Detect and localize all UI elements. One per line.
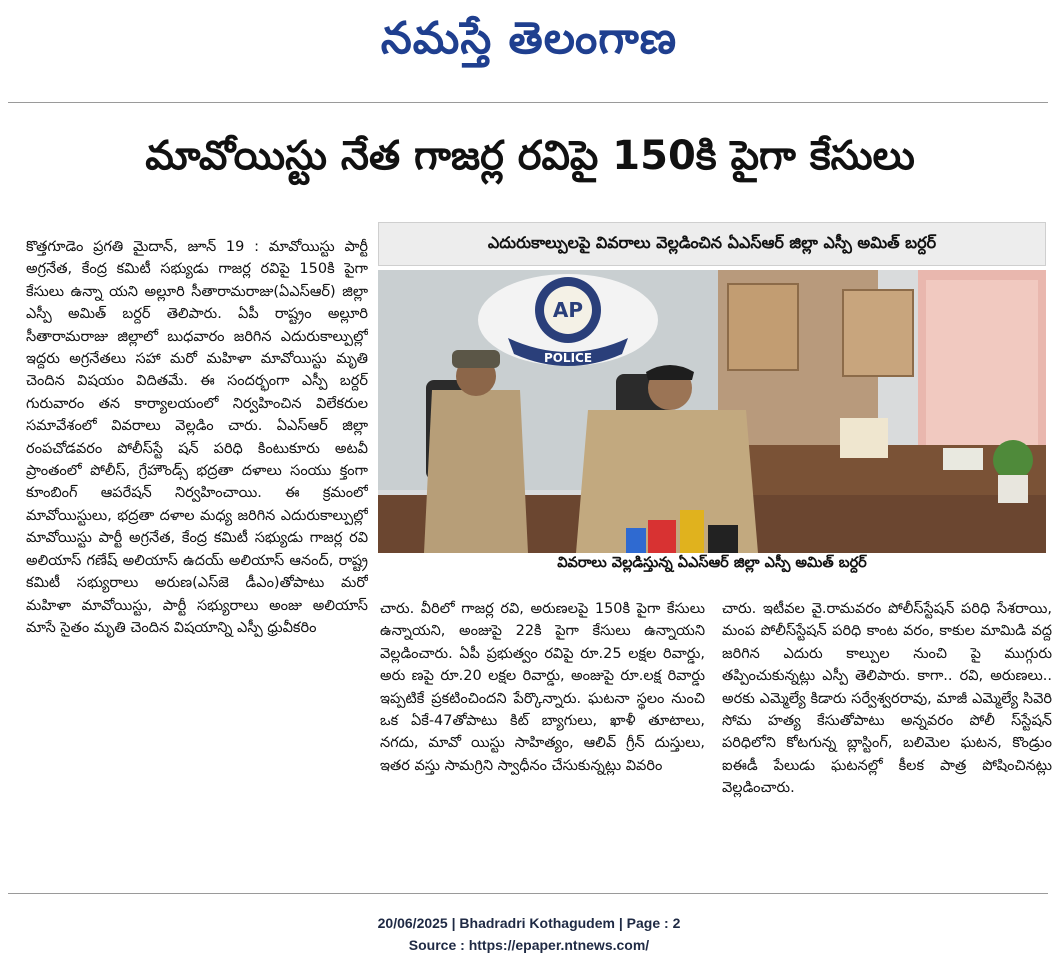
photo-illustration: [378, 270, 1046, 553]
article-column-2: [380, 598, 705, 878]
article-column-3: [722, 598, 1052, 878]
press-meet-photo: [378, 270, 1046, 553]
footer-date-line: 20/06/2025 | Bhadradri Kothagudem | Page : 2: [377, 915, 681, 931]
article-column-1: [26, 236, 368, 876]
masthead: [0, 0, 1058, 88]
masthead-divider: [8, 102, 1048, 103]
article-text-3: చారు. ఇటీవల వై.రామవరం పోలీస్‌స్టేషన్ పరిధి సేశరాయి, మంప పోలీస్‌స్టేషన్ పరిధి కాంట వరం, కాకుల మామిడి వద్ద జరిగిన ఎదురు కాల్పుల నుంచి పై ముగ్గురు తప్పించుకున్నట్లు ఎస్పీ తెలిపారు. కాగా.. రవి, అరుణలు.. అరకు ఎమ్మెల్యే కిడారు సర్వేశ్వరరావు, మాజీ ఎమ్మెల్యే సివెరి సోమ హత్య కేసుతోపాటు అన్నవరం పోలీ స్‌స్టేషన్ పరిధిలోని కోటగున్న బ్లాస్టింగ్, బలిమెల ఘటన, కొండ్రుం ఐఈడీ పేలుడు ఘటనల్లో కీలక పాత్ర పోషించినట్లు వెల్లడించారు.: [722, 601, 1052, 797]
article-text-2: చారు. వీరిలో గాజర్ల రవి, అరుణలపై 150కి పైగా కేసులు ఉన్నాయని, అంజుపై 22కి పైగా కేసులు ఉన్నాయని వెల్లడించారు. ఏపీ ప్రభుత్వం రవిపై రూ.25 లక్షల రివార్డు, అరు ణపై రూ.20 లక్షల రివార్డు, అంజుపై రూ.లక్ష రివార్డు ఇప్పటికే ప్రకటించిందని పేర్కొన్నారు. ఘటనా స్థలం నుంచి ఒక ఏకే-47తోపాటు కిట్ బ్యాగులు, ఖాళీ తూటాలు, నగదు, మావో యిస్టు సాహిత్యం, ఆలివ్ గ్రీన్ దుస్తులు, ఇతర వస్తు సామగ్రిని స్వాధీనం చేసుకున్నట్లు వివరిం: [380, 601, 705, 774]
svg-text:POLICE: POLICE: [543, 351, 593, 365]
photo-caption: వివరాలు వెల్లడిస్తున్న ఏఎస్‌ఆర్ జిల్లా ఎస్పీ అమిత్ బర్దర్: [557, 555, 867, 571]
masthead-title: నమస్తే తెలంగాణ: [380, 13, 678, 64]
article-text-1: కొత్తగూడెం ప్రగతి మైదాన్, జూన్ 19 : మావోయిస్టు పార్టీ అగ్రనేత, కేంద్ర కమిటీ సభ్యుడు గాజర్ల రవిపై 150కి పైగా కేసులు ఉన్నా యని అల్లూరి సీతారామరాజు(ఏఎస్‌ఆర్) జిల్లా ఎస్పీ అమిత్ బర్దర్ తెలిపారు. ఏపీ రాష్ట్రం అల్లూరి సీతారామరాజు జిల్లాలో బుధవారం జరిగిన ఎదురుకాల్పుల్లో ఇద్దరు అగ్రనేతలు సహా మరో మహిళా మావోయిస్టు మృతి చెందిన విషయం విదితమే. ఈ సందర్భంగా ఎస్పీ బర్దర్ గురువారం తన కార్యాలయంలో నిర్వహించిన విలేకరుల సమావేశంలో వివరాలు వెల్లడిం చారు. ఏఎస్‌ఆర్ జిల్లా రంపచోడవరం పోలీస్‌స్టే షన్ పరిధి కింటుకూరు అటవీ ప్రాంతంలో పోలీస్, గ్రేహౌండ్స్ భద్రతా దళాలు సంయు క్తంగా కూంబింగ్ ఆపరేషన్ నిర్వహించాయి. ఈ క్రమంలో మావోయిస్టులు, భద్రతా దళాల మధ్య జరిగిన ఎదురుకాల్పుల్లో మావోయిస్టు పార్టీ అగ్రనేత, కేంద్ర కమిటీ సభ్యుడు గాజర్ల రవి అలియాస్ గణేష్ అలియాస్ ఉదయ్ అలియాస్ ఆనంద్, రాష్ట్ర కమిటీ సభ్యురాలు అరుణ(ఎస్‌జె డీఎం)తోపాటు మరో మహిళా మావోయిస్టు, పార్టీ సభ్యురాలు అంజు అలియాస్ మాసే సైతం మృతి చెందిన విషయాన్ని ఎస్పీ ధ్రువీకరిం: [26, 239, 368, 636]
footer-source-line: Source : https://epaper.ntnews.com/: [408, 937, 650, 953]
svg-text:AP: AP: [552, 298, 584, 322]
police-emblem: [478, 274, 658, 366]
article-headline: మావోయిస్టు నేత గాజర్ల రవిపై 150కి పైగా కేసులు: [145, 133, 915, 179]
photo-banner: ఎదురుకాల్పులపై వివరాలు వెల్లడించిన ఏఎస్‌ఆర్ జిల్లా ఎస్పీ అమిత్ బర్దర్: [378, 222, 1046, 266]
footer-divider: [8, 893, 1048, 894]
